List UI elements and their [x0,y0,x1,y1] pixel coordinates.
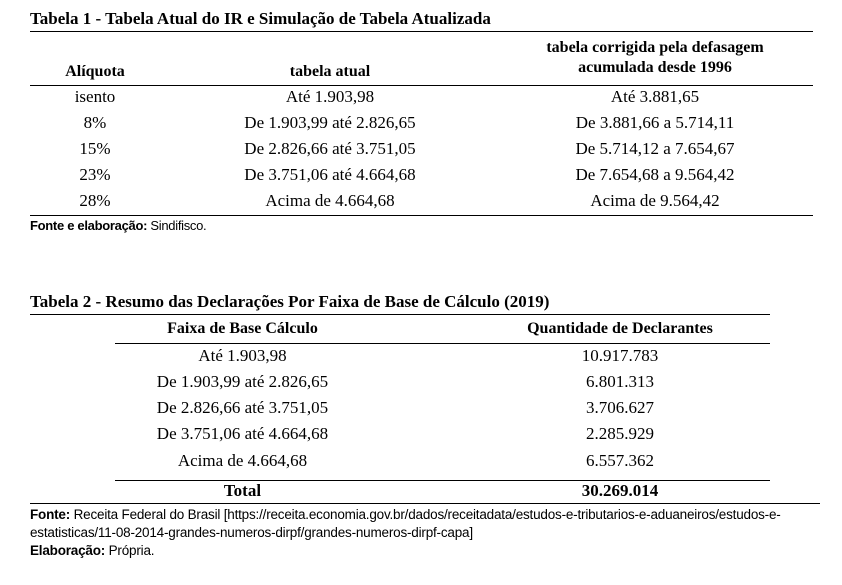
table1-title: Tabela 1 - Tabela Atual do IR e Simulação de Tabela Atualizada [30,9,491,28]
table1-cell-atual: De 1.903,99 até 2.826,65 [244,113,416,132]
table1-cell-corrigida: De 3.881,66 a 5.714,11 [575,113,735,132]
table2-source-value: Receita Federal do Brasil [https://receita.economia.gov.br/dados/receitadata/estudos-e-tributarios-e-aduaneiros/estudos-e-estatisticas/11-08-2014-grandes-numeros-dirpf/grandes-numeros-dirpf-capa] [30,507,781,540]
table2-cell-quantidade: 10.917.783 [581,346,659,365]
table2-bottom-rule [30,503,820,504]
table2-cell-faixa: De 1.903,99 até 2.826,65 [156,372,329,391]
table2-total-value: 30.269.014 [581,481,659,500]
table1-cell-aliquota: isento [74,87,116,106]
table2-header-rule [115,343,770,344]
table2-elaboration-note [30,543,154,558]
table2-cell-faixa: Acima de 4.664,68 [177,451,308,470]
table1-bottom-rule [30,215,813,216]
table2-source-label: Fonte: [30,507,71,522]
table2-cell-faixa: De 3.751,06 até 4.664,68 [156,424,329,443]
table2-cell-faixa: Até 1.903,98 [198,346,287,365]
table1-top-rule [30,31,813,32]
table1-header-rule [30,85,813,86]
table1-cell-corrigida: De 7.654,68 a 9.564,42 [575,165,735,184]
table2-title: Tabela 2 - Resumo das Declarações Por Faixa de Base de Cálculo (2019) [30,292,550,311]
table1-cell-atual: Acima de 4.664,68 [265,191,395,210]
table2-cell-quantidade: 6.801.313 [586,372,654,391]
table1-cell-aliquota: 8% [83,113,107,132]
table-row [0,165,842,191]
table2-elaboration-label: Elaboração: [30,543,106,558]
table1-cell-corrigida: De 5.714,12 a 7.654,67 [575,139,735,158]
table1-cell-atual: Até 1.903,98 [285,87,375,106]
table1-header-corrigida-line1: tabela corrigida pela defasagem [546,39,764,56]
table2-elaboration-value: Própria. [105,543,155,558]
table-row [0,139,842,165]
table-row [0,372,842,398]
table1-header-corrigida-line2: acumulada desde 1996 [578,59,732,76]
table1-header-aliquota: Alíquota [65,63,125,80]
table-row [0,113,842,139]
table-row [0,191,842,217]
table1-cell-atual: De 3.751,06 até 4.664,68 [244,165,416,184]
table1-header-corrigida [500,38,810,78]
table1-cell-aliquota: 15% [79,139,111,158]
table2-header-quantidade: Quantidade de Declarantes [527,320,713,337]
table2-cell-quantidade: 2.285.929 [586,424,654,443]
table1-source-note [30,218,206,233]
table2-cell-quantidade: 3.706.627 [586,398,654,417]
table-row [0,424,842,450]
table1-cell-corrigida: Acima de 9.564,42 [590,191,720,210]
table1-source-value: Sindifisco. [147,218,207,233]
table1-source-label: Fonte e elaboração: [30,218,148,233]
table1-cell-aliquota: 28% [79,191,111,210]
table2-cell-faixa: De 2.826,66 até 3.751,05 [156,398,329,417]
table2-source-note [30,506,820,542]
table-row [0,398,842,424]
table2-top-rule [30,314,770,315]
table1-cell-corrigida: Até 3.881,65 [610,87,700,106]
table2-total-label: Total [223,481,262,500]
table1-header-atual: tabela atual [289,63,371,80]
table-row [0,346,842,372]
table-row [0,87,842,113]
table1-cell-aliquota: 23% [79,165,111,184]
table1-cell-atual: De 2.826,66 até 3.751,05 [244,139,416,158]
table2-header-faixa: Faixa de Base Cálculo [167,320,318,337]
table-row [0,451,842,477]
table2-cell-quantidade: 6.557.362 [586,451,654,470]
